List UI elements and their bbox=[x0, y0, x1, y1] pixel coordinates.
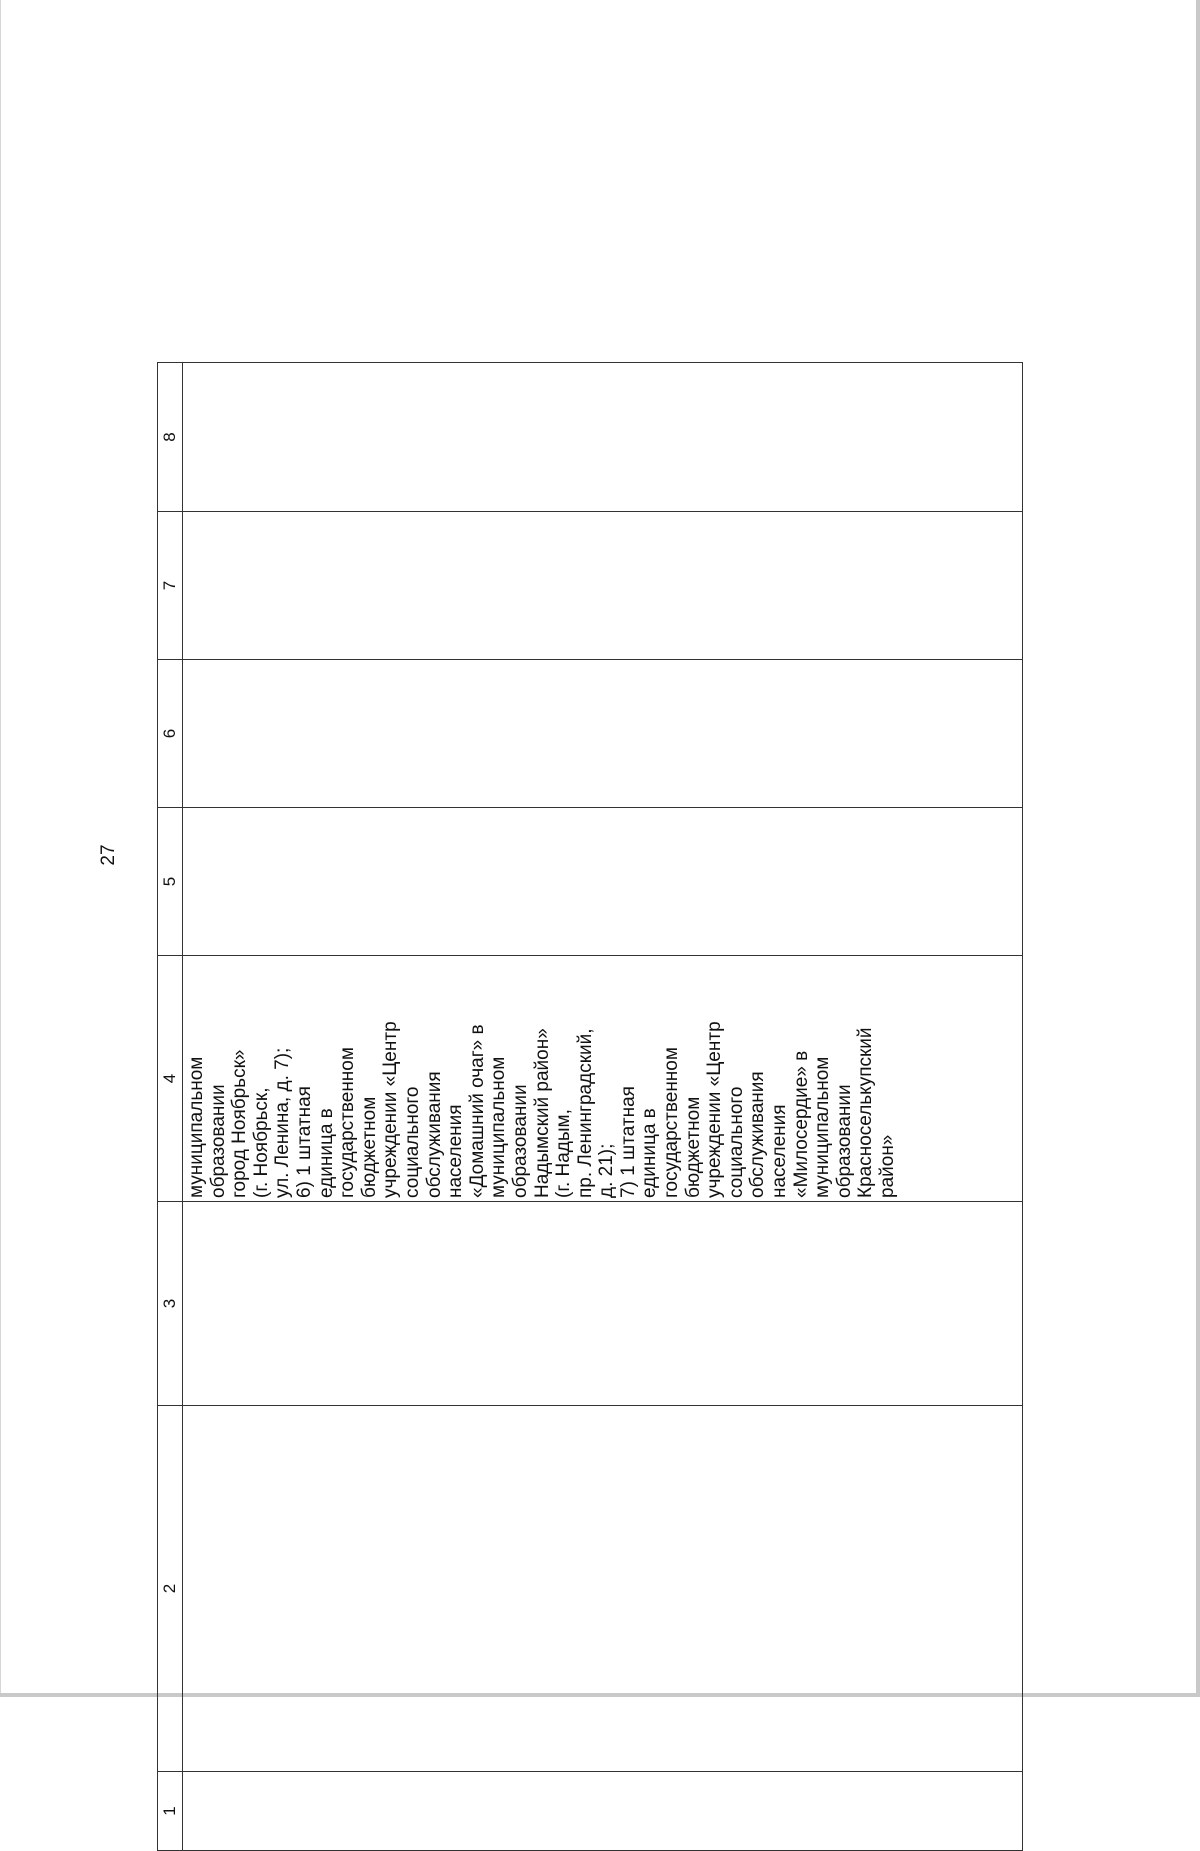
scan-edge-left bbox=[0, 0, 1, 1697]
header-cell-4: 4 bbox=[158, 956, 183, 1202]
data-table bbox=[157, 362, 1023, 1851]
table-row bbox=[183, 363, 1023, 1851]
cell-col-1 bbox=[183, 1772, 1023, 1851]
cell-col-5 bbox=[183, 808, 1023, 956]
header-cell-7: 7 bbox=[158, 512, 183, 660]
cell-col-8 bbox=[183, 363, 1023, 512]
header-cell-6: 6 bbox=[158, 660, 183, 808]
cell-col-3 bbox=[183, 1202, 1023, 1406]
header-cell-2: 2 bbox=[158, 1406, 183, 1772]
rotated-table-container bbox=[157, 363, 1023, 1851]
header-cell-1: 1 bbox=[158, 1772, 183, 1851]
scan-edge-right bbox=[1196, 0, 1200, 1697]
header-cell-5: 5 bbox=[158, 808, 183, 956]
header-cell-3: 3 bbox=[158, 1202, 183, 1406]
page-number: 27 bbox=[98, 844, 119, 866]
cell-col-7 bbox=[183, 512, 1023, 660]
table-header-row bbox=[158, 363, 183, 1851]
cell-col-2 bbox=[183, 1406, 1023, 1772]
cell-col-4-text: муниципальном образовании город Ноябрьск» (г. Ноябрьск, ул. Ленина, д. 7); 6) 1 штатная единица в государственном бюджетном учреждении «Центр социального обслуживания населения «Домашний очаг» в муниципальном образовании Надымский район» (г. Надым, пр. Ленинградский, д. 21); 7) 1 штатная единица в государственном бюджетном учреждении «Центр социального обслуживания населения «Милосердие» в муниципальном образовании Красноселькупский район» bbox=[183, 956, 1023, 1202]
header-cell-8: 8 bbox=[158, 363, 183, 512]
cell-col-6 bbox=[183, 660, 1023, 808]
